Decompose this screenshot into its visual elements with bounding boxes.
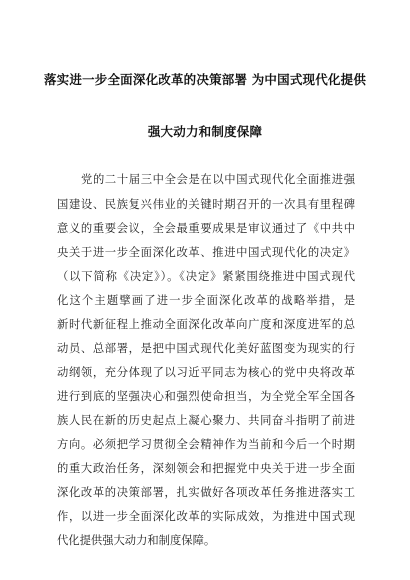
- document-title-line-2: 强大动力和制度保障: [147, 124, 263, 139]
- paragraph-line-10: 进行到底的坚强决心和强烈使命担当，为全党全军全国各: [57, 390, 355, 403]
- paragraph-line-1: 党的二十届三中全会是在以中国式现代化全面推进强: [81, 173, 355, 186]
- paragraph-line-3: 意义的重要会议，全会最重要成果是审议通过了《中共中: [57, 222, 355, 235]
- paragraph-line-8: 动员、总部署，是把中国式现代化美好蓝图变为现实的行: [57, 342, 355, 355]
- paragraph-line-14: 深化改革的决策部署，扎实做好各项改革任务推进落实工: [57, 486, 355, 499]
- paragraph-line-4: 央关于进一步全面深化改革、推进中国式现代化的决定》: [57, 246, 355, 259]
- paragraph-line-13: 的重大政治任务，深刻领会和把握党中央关于进一步全面: [57, 462, 355, 475]
- paragraph-line-16: 代化提供强大动力和制度保障。: [57, 534, 216, 547]
- paragraph-line-11: 族人民在新的历史起点上凝心聚力、共同奋斗指明了前进: [57, 414, 355, 427]
- paragraph-line-12: 方向。必须把学习贯彻全会精神作为当前和今后一个时期: [57, 438, 355, 451]
- paragraph-line-7: 新时代新征程上推动全面深化改革向广度和深度进军的总: [57, 318, 355, 331]
- paragraph-line-6: 化这个主题擘画了进一步全面深化改革的战略举措，是: [57, 294, 355, 307]
- paragraph-line-9: 动纲领，充分体现了以习近平同志为核心的党中央将改革: [57, 366, 355, 379]
- paragraph-line-2: 国建设、民族复兴伟业的关键时期召开的一次具有里程碑: [57, 198, 355, 211]
- paragraph-line-15: 作，以进一步全面深化改革的实际成效，为推进中国式现: [57, 510, 355, 523]
- paragraph-line-5: （以下简称《决定》）。《决定》紧紧围绕推进中国式现代: [57, 270, 355, 283]
- document-title-line-1: 落实进一步全面深化改革的决策部署 为中国式现代化提供: [43, 72, 367, 87]
